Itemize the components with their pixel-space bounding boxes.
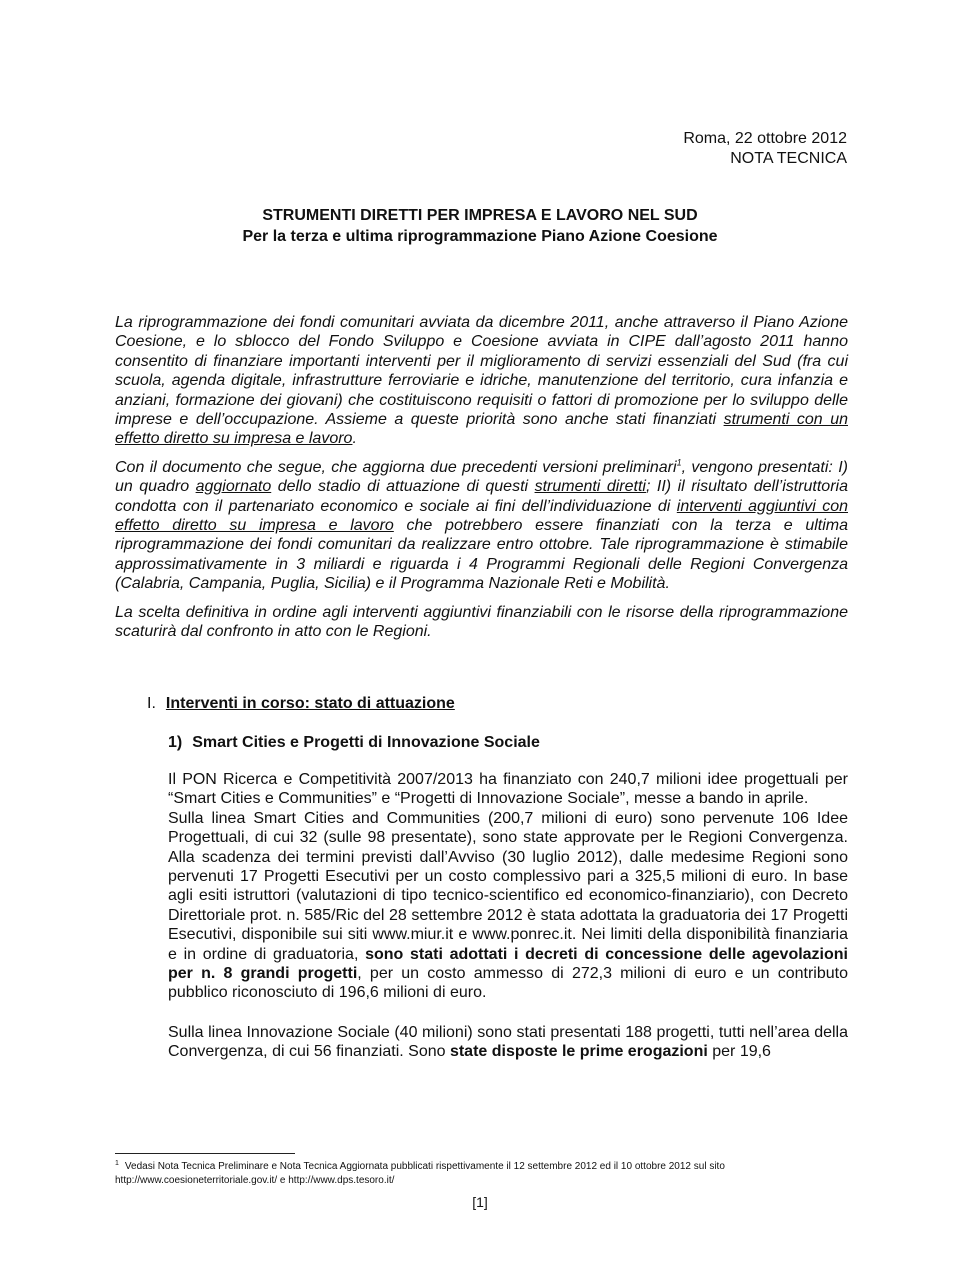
intro-paragraph-1 <box>115 313 848 449</box>
intro-p2-underlined-2: strumenti diretti <box>534 478 646 496</box>
intro-p2-c: dello stadio di attuazione di questi <box>271 478 535 496</box>
intro-paragraph-3: La scelta definitiva in ordine agli interventi aggiuntivi finanziabili con le risorse della riprogrammazione scaturirà dal confronto in atto con le Regioni. <box>115 603 848 641</box>
intro-p2-e: che potrebbero essere finanziati con la terza e ultima riprogrammazione dei fondi comunitari da realizzare entro ottobre. Tale riprogrammazione è stimabile approssimativamente in 3 miliardi e riguarda i 4 Programmi Regionali delle Regioni Convergenza (Calabria, Campania, Puglia, Sicilia) e il Programma Nazionale Reti e Mobilità. <box>115 517 849 593</box>
intro-p2-d: ; II) il risultato dell’istruttoria condotta con il partenariato economico e sociale ai fini dell’individuazione di <box>115 478 848 515</box>
section-number: I. <box>147 695 156 712</box>
intro-paragraph-2 <box>115 458 848 594</box>
footnote-reference[interactable]: 1 <box>676 457 682 468</box>
subsection-number: 1) <box>168 734 183 751</box>
document-date: Roma, 22 ottobre 2012 <box>683 130 847 147</box>
introduction <box>115 313 848 651</box>
footnote-number: 1 <box>115 1159 119 1167</box>
section-body <box>168 770 848 1062</box>
footnote <box>115 1160 850 1188</box>
title-line-1: STRUMENTI DIRETTI PER IMPRESA E LAVORO NEL SUD <box>262 207 698 224</box>
section-heading <box>147 694 455 714</box>
body-p2-b: , per un costo ammesso di 272,3 milioni di euro e un contributo pubblico riconosciuto di 196,6 milioni di euro. <box>168 965 848 1002</box>
body-p2-a: Sulla linea Smart Cities and Communities (200,7 milioni di euro) sono pervenute 106 Idee Progettuali, di cui 32 (sulle 98 presentate), sono state approvate per le Regioni Convergenza. Alla scadenza dei termini previsti dall’Avviso (30 luglio 2012), dalle medesime Regioni sono pervenuti 17 Progetti Esecutivi per un costo complessivo pari a 325,5 milioni di euro. In base agli esiti istruttori (valutazioni di tipo tecnico-scientifico ed economico-finanziario), con Decreto Direttoriale prot. n. 585/Ric del 28 settembre 2012 è stata adottata la graduatoria dei 17 Progetti Esecutivi, disponibile sui siti www.miur.it e www.ponrec.it. Nei limiti della disponibilità finanziaria e in ordine di graduatoria, <box>168 809 848 963</box>
subsection-heading <box>168 733 540 753</box>
document-type: NOTA TECNICA <box>730 150 847 167</box>
intro-p1-text: La riprogrammazione dei fondi comunitari avviata da dicembre 2011, anche attraverso il Piano Azione Coesione, e lo sblocco del Fondo Sviluppo e Coesione avviata in CIPE dall’agosto 2011 hanno consentito di finanziare importanti interventi per il miglioramento di servizi essenziali del Sud (fra cui scuola, agenda digitale, infrastrutture ferroviarie e idriche, manutenzione del territorio, cura infanzia e anziani, formazione dei giovani) che costituiscono requisiti o fattori di promozione per lo sviluppo delle imprese e dell’occupazione. Assieme a queste priorità sono anche stati finanziati <box>115 314 848 429</box>
section-title: Interventi in corso: stato di attuazione <box>165 695 455 712</box>
document-header <box>683 129 847 169</box>
body-p3-b: per 19,6 <box>707 1043 771 1061</box>
footnote-divider <box>115 1153 295 1154</box>
intro-p2-underlined-3: interventi aggiuntivi con effetto diretto su impresa e lavoro <box>115 497 848 535</box>
footnote-text: Vedasi Nota Tecnica Preliminare e Nota Tecnica Aggiornata pubblicati rispettivamente il 12 settembre 2012 ed il 10 ottobre 2012 sul sito http://www.coesioneterritoriale.gov.it/ e http://www.dps.tesoro.it/ <box>115 1161 725 1186</box>
intro-p2-b: , vengono presentati: I) un quadro <box>115 458 849 496</box>
body-paragraph-3 <box>168 1023 848 1062</box>
intro-p2-a: Con il documento che segue, che aggiorna due precedenti versioni preliminari <box>115 458 677 476</box>
body-paragraph-1: Il PON Ricerca e Competitività 2007/2013 ha finanziato con 240,7 milioni idee progettuali per “Smart Cities e Communities” e “Progetti di Innovazione Sociale”, messe a bando in aprile. <box>168 771 848 808</box>
page-number: [1] <box>472 1194 488 1210</box>
body-p3-bold: state disposte le prime erogazioni <box>449 1043 708 1061</box>
body-p2-bold: sono stati adottati i decreti di concessione delle agevolazioni per n. 8 grandi progetti <box>168 945 848 983</box>
intro-p1-underlined: strumenti con un effetto diretto su impresa e lavoro <box>115 411 848 448</box>
subsection-title: Smart Cities e Progetti di Innovazione Sociale <box>192 734 540 751</box>
intro-p2-underlined-1: aggiornato <box>195 478 272 496</box>
body-p3-a: Sulla linea Innovazione Sociale (40 milioni) sono stati presentati 188 progetti, tutti nell’area della Convergenza, di cui 56 finanziati. Sono <box>168 1023 848 1061</box>
body-paragraph-2 <box>168 809 848 1003</box>
intro-p1-end: . <box>352 430 357 448</box>
document-title <box>0 205 960 247</box>
title-line-2: Per la terza e ultima riprogrammazione Piano Azione Coesione <box>242 228 718 245</box>
